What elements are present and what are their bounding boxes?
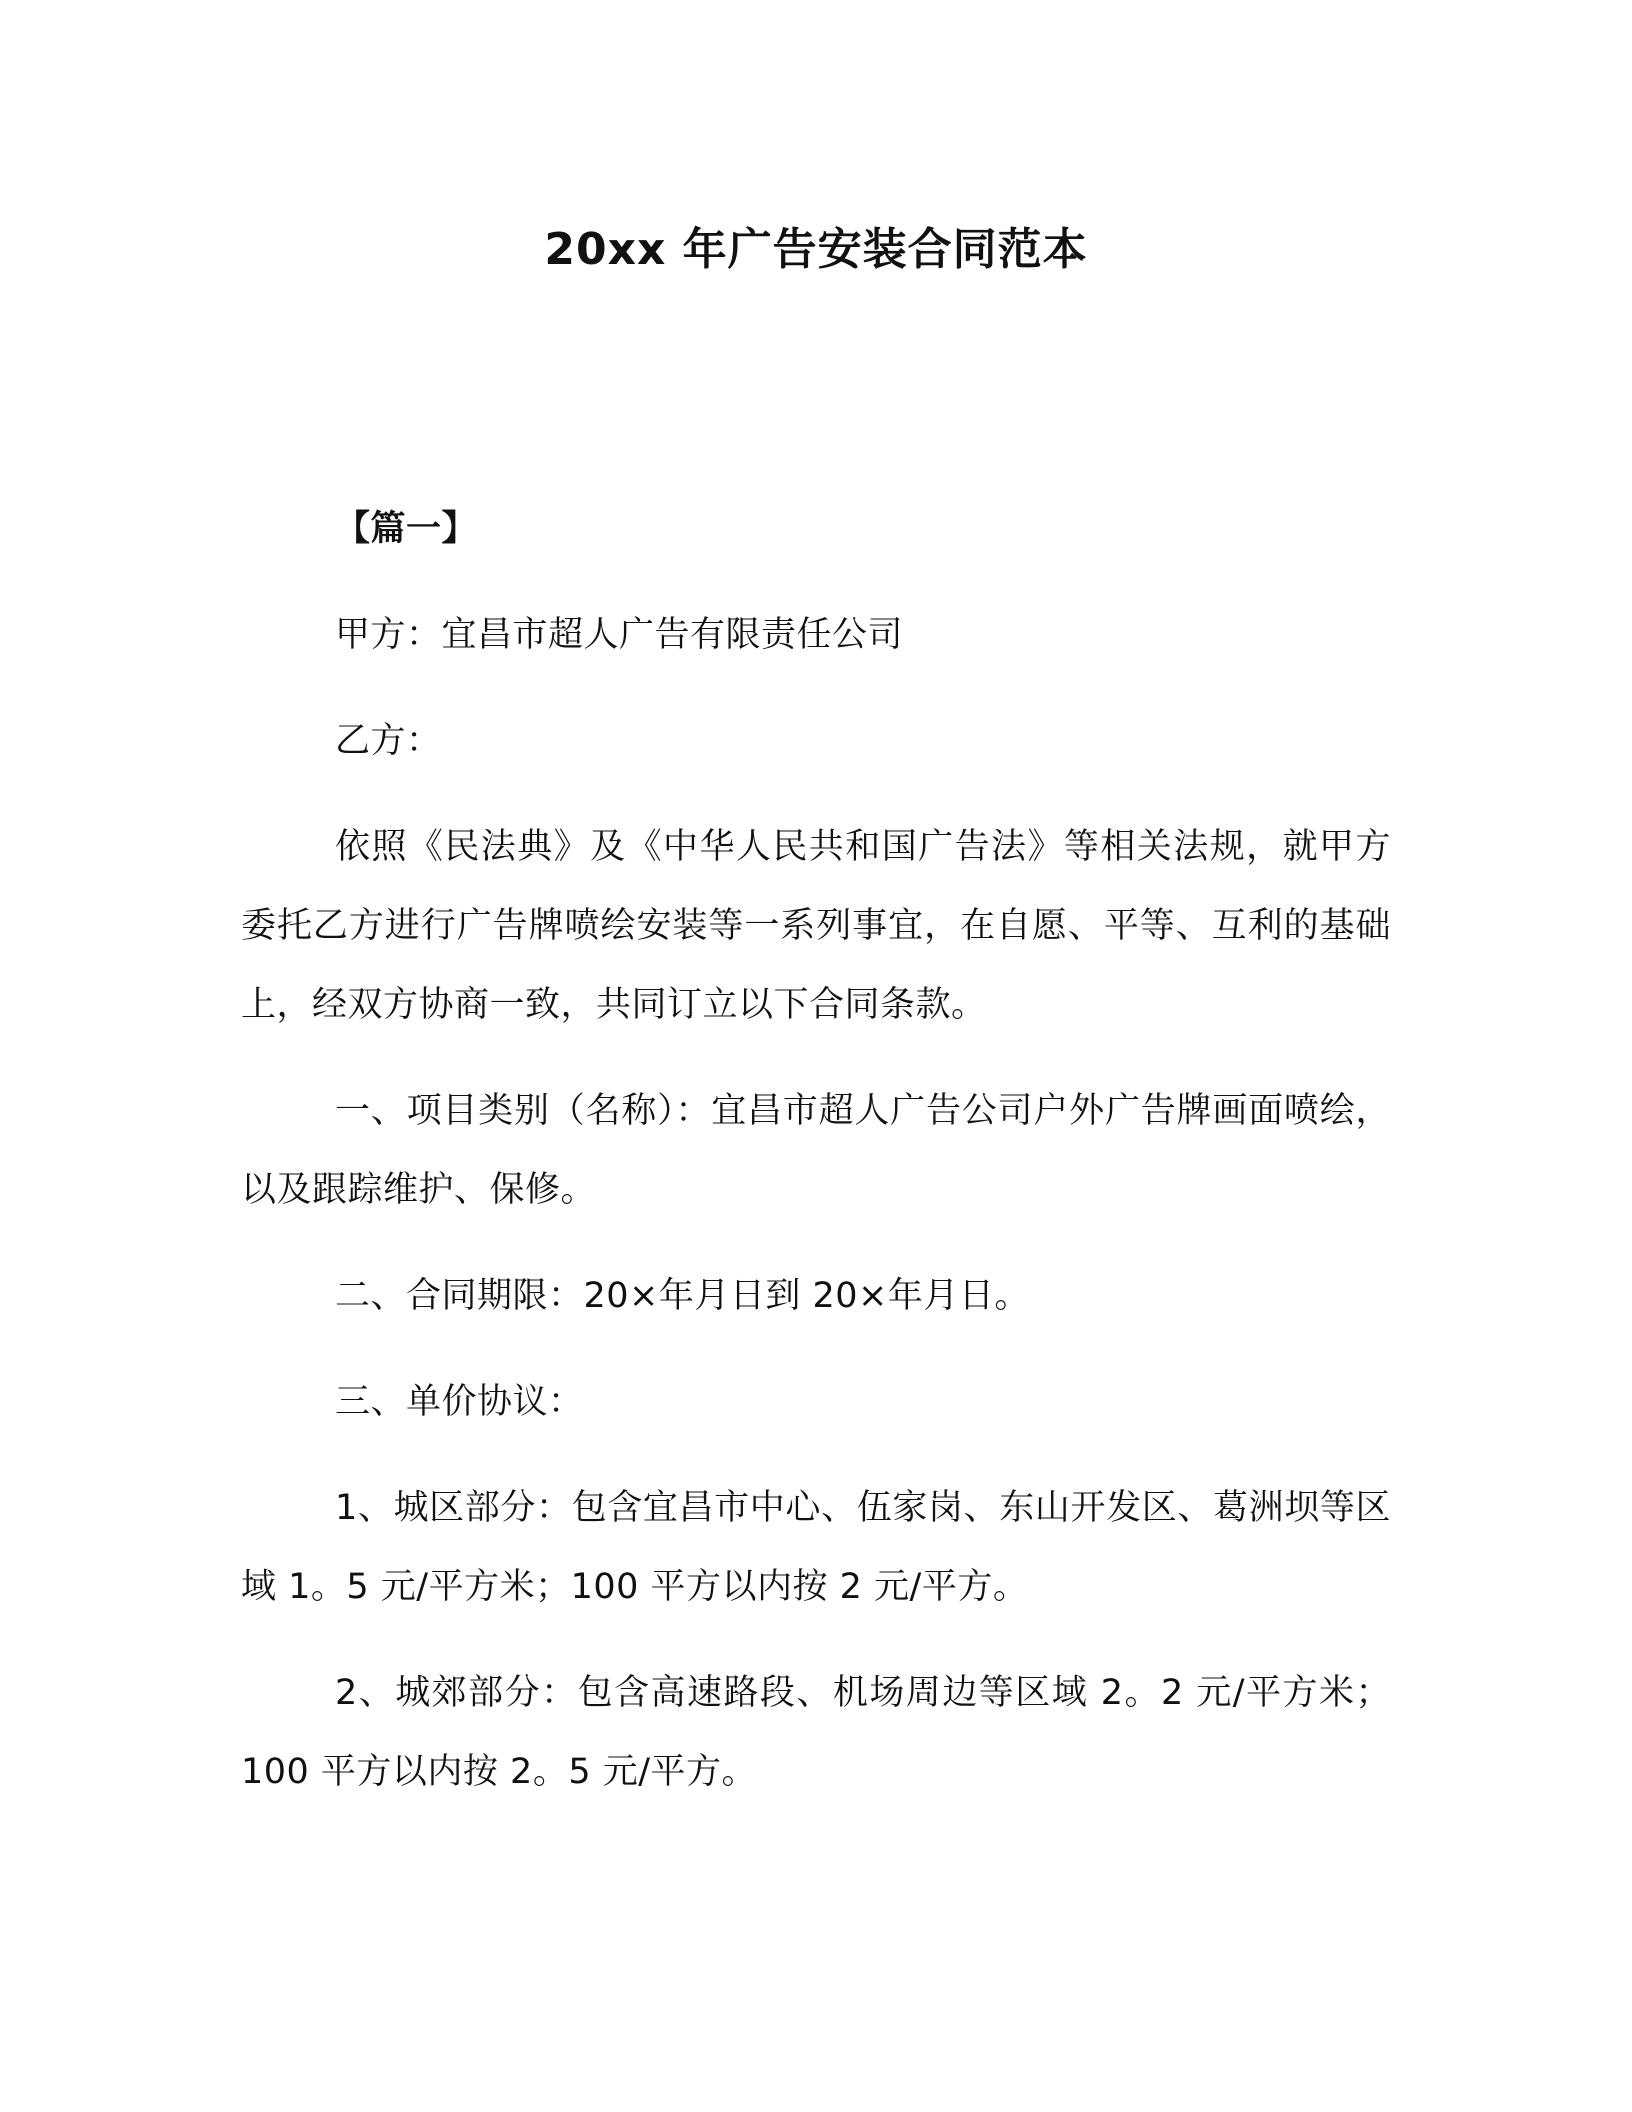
document-title: 20xx 年广告安装合同范本 — [544, 224, 1088, 275]
section-heading: 【篇一】 — [335, 509, 478, 549]
price-item-suburban: 2、城郊部分：包含高速路段、机场周边等区域 2。2 元/平方米；100 平方以内按 2。5 元/平方。 — [241, 1673, 1391, 1792]
preamble-paragraph: 依照《民法典》及《中华人民共和国广告法》等相关法规，就甲方委托乙方进行广告牌喷绘安装等一系列事宜，在自愿、平等、互利的基础上，经双方协商一致，共同订立以下合同条款。 — [241, 827, 1391, 1025]
document-body — [241, 490, 1391, 1812]
party-a-line: 甲方：宜昌市超人广告有限责任公司 — [335, 615, 904, 655]
clause-project-category: 一、项目类别（名称）：宜昌市超人广告公司户外广告牌画面喷绘，以及跟踪维护、保修。 — [241, 1091, 1391, 1210]
party-b-line: 乙方： — [335, 721, 442, 761]
clause-contract-term: 二、合同期限：20×年月日到 20×年月日。 — [335, 1276, 1030, 1316]
price-item-urban: 1、城区部分：包含宜昌市中心、伍家岗、东山开发区、葛洲坝等区域 1。5 元/平方米；100 平方以内按 2 元/平方。 — [241, 1488, 1391, 1607]
clause-unit-price: 三、单价协议： — [335, 1382, 584, 1422]
